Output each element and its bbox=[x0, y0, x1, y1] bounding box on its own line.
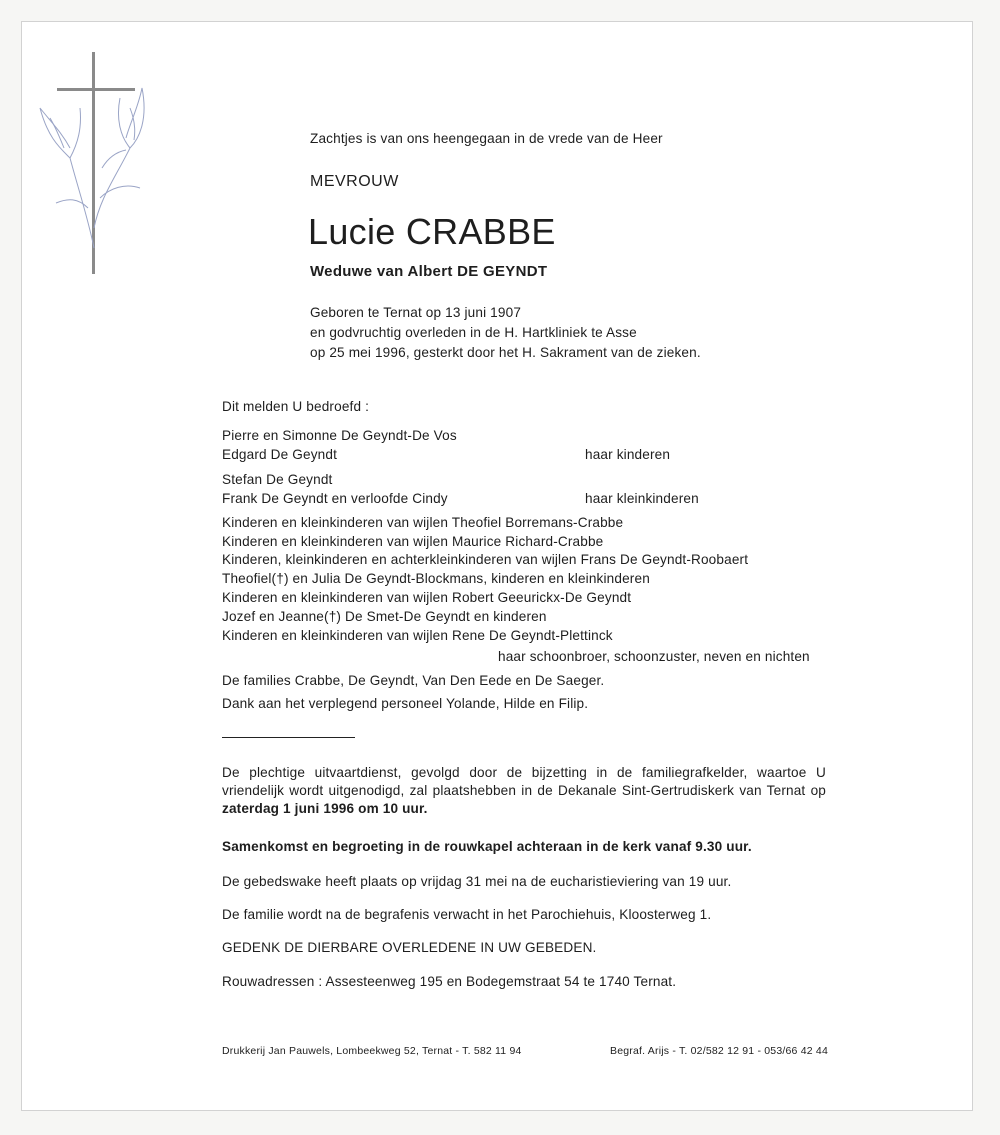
wake-line: De gebedswake heeft plaats op vrijdag 31 mei na de eucharistieviering van 19 uur. bbox=[222, 874, 732, 889]
gathering-line: Samenkomst en begroeting in de rouwkapel achteraan in de kerk vanaf 9.30 uur. bbox=[222, 839, 752, 854]
children-label: haar kinderen bbox=[585, 447, 671, 462]
grandchildren-label: haar kleinkinderen bbox=[585, 491, 699, 506]
mourner-grandchild: Stefan De Geyndt bbox=[222, 472, 333, 487]
intro-line: Zachtjes is van ons heengegaan in de vrede van de Heer bbox=[310, 131, 663, 146]
birth-line: Geboren te Ternat op 13 juni 1907 bbox=[310, 305, 522, 320]
widow-of-line: Weduwe van Albert DE GEYNDT bbox=[310, 263, 548, 280]
funeral-service-text: De plechtige uitvaartdienst, gevolgd door de bijzetting in de familiegrafkelder, waartoe U vriendelijk wordt uitgenodigd, zal plaatshebben in de Dekanale Sint-Gertrudiskerk van Ternat op bbox=[222, 765, 826, 798]
thanks-line: Dank aan het verplegend personeel Yolande, Hilde en Filip. bbox=[222, 696, 589, 711]
mourner-relative: Kinderen en kleinkinderen van wijlen Theofiel Borremans-Crabbe bbox=[222, 515, 624, 530]
mourner-relative: Jozef en Jeanne(†) De Smet-De Geyndt en kinderen bbox=[222, 609, 547, 624]
funeral-director-credit: Begraf. Arijs - T. 02/582 12 91 - 053/66 42 44 bbox=[610, 1045, 828, 1057]
addresses-line: Rouwadressen : Assesteenweg 195 en Bodegemstraat 54 te 1740 Ternat. bbox=[222, 974, 677, 989]
funeral-service-paragraph bbox=[222, 764, 826, 818]
mourner-relative: Kinderen en kleinkinderen van wijlen Robert Geeurickx-De Geyndt bbox=[222, 590, 632, 605]
mourner-relative: Kinderen en kleinkinderen van wijlen Rene De Geyndt-Plettinck bbox=[222, 628, 613, 643]
mourner-grandchild: Frank De Geyndt en verloofde Cindy bbox=[222, 491, 448, 506]
mourner-relative: Kinderen en kleinkinderen van wijlen Maurice Richard-Crabbe bbox=[222, 534, 604, 549]
mourner-child: Pierre en Simonne De Geyndt-De Vos bbox=[222, 428, 457, 443]
divider-line bbox=[222, 737, 355, 738]
cross-lily-icon bbox=[30, 48, 160, 278]
families-line: De families Crabbe, De Geyndt, Van Den Eede en De Saeger. bbox=[222, 673, 605, 688]
cross-horizontal-beam bbox=[57, 88, 135, 91]
deceased-name: Lucie CRABBE bbox=[308, 211, 556, 252]
death-place-line: en godvruchtig overleden in de H. Hartkliniek te Asse bbox=[310, 325, 637, 340]
mourner-child: Edgard De Geyndt bbox=[222, 447, 337, 462]
prayer-line: GEDENK DE DIERBARE OVERLEDENE IN UW GEBEDEN. bbox=[222, 940, 597, 955]
mourner-relative: Theofiel(†) en Julia De Geyndt-Blockmans, kinderen en kleinkinderen bbox=[222, 571, 650, 586]
death-date-line: op 25 mei 1996, gesterkt door het H. Sakrament van de zieken. bbox=[310, 345, 701, 360]
announcement-heading: Dit melden U bedroefd : bbox=[222, 399, 370, 414]
reception-line: De familie wordt na de begrafenis verwacht in het Parochiehuis, Kloosterweg 1. bbox=[222, 907, 712, 922]
relatives-label: haar schoonbroer, schoonzuster, neven en nichten bbox=[498, 649, 810, 664]
mourner-relative: Kinderen, kleinkinderen en achterkleinkinderen van wijlen Frans De Geyndt-Roobaert bbox=[222, 552, 749, 567]
honorific-title: MEVROUW bbox=[310, 173, 399, 190]
funeral-service-date: zaterdag 1 juni 1996 om 10 uur. bbox=[222, 801, 428, 816]
printer-credit: Drukkerij Jan Pauwels, Lombeekweg 52, Ternat - T. 582 11 94 bbox=[222, 1045, 522, 1057]
